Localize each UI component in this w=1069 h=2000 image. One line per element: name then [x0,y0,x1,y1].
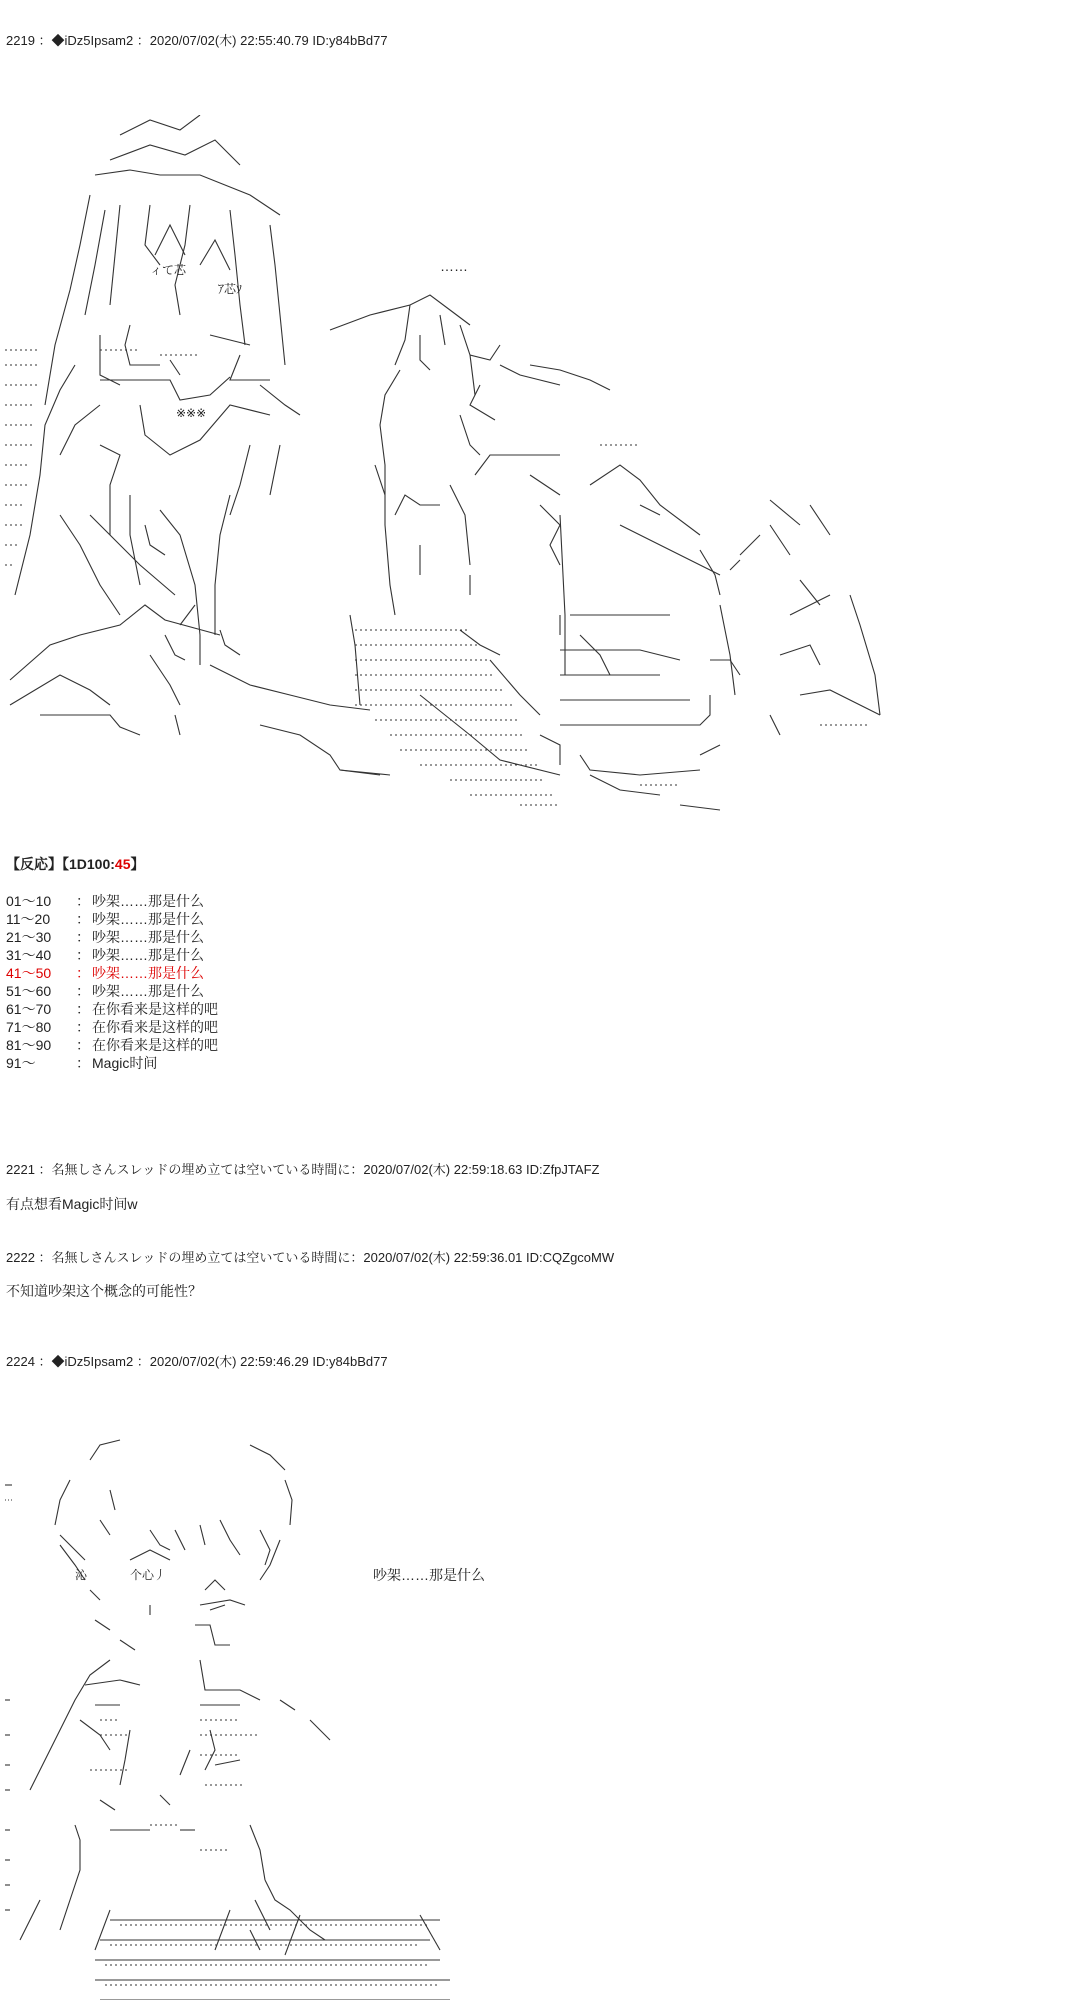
row-sep: ： [76,983,90,999]
roll-value: 45 [114,856,131,872]
row-range: 71～80 [6,1019,52,1035]
row-sep: ： [76,911,90,927]
row-text: 吵架……那是什么 [92,947,204,963]
reaction-title [6,854,145,874]
reaction-row [6,892,218,910]
row-sep: ： [76,1001,90,1017]
row-text: 吵架……那是什么 [92,911,204,927]
reaction-row [6,910,218,928]
reaction-row-selected [6,964,218,982]
row-sep: ： [76,893,90,909]
reaction-row [6,982,218,1000]
row-text: 在你看来是这样的吧 [92,1019,218,1035]
art2-kanji-left: 沁 [75,1568,88,1582]
ascii-art-characters-lying [0,115,900,825]
row-sep: ： [76,1037,90,1053]
post-header-2224: 2224 ：◆iDz5Ipsam2 ：2020/07/02(木) 22:59:46.29 ID:y84bBd77 [6,1354,388,1369]
row-range: 01～10 [6,893,52,909]
art-kanji-left: ィて芯 [150,263,187,277]
post-body-2221: 有点想看Magic时间w [6,1196,138,1212]
reaction-table [6,892,218,1072]
art2-kanji-mid: 个心丿 [130,1568,167,1582]
reaction-label: 【反応】 [6,856,62,872]
post-header-2222: 2222 ：名無しさんスレッドの埋め立ては空いている時間に：2020/07/02(木) 22:59:36.01 ID:CQZgcoMW [6,1250,615,1265]
reaction-row [6,1018,218,1036]
roll-close: 】 [130,856,145,872]
row-sep: ： [76,947,90,963]
ascii-art-character-sitting [0,1430,500,2000]
row-range: 31～40 [6,947,52,963]
reaction-row [6,1000,218,1018]
row-range: 21～30 [6,929,52,945]
row-range: 11～20 [6,911,51,927]
row-range: 61～70 [6,1001,52,1017]
ellipsis-text: …… [440,258,468,274]
row-text: 在你看来是这样的吧 [92,1037,218,1053]
roll-label: 【1D100: [62,856,115,872]
row-text: 吵架……那是什么 [92,965,204,981]
row-sep: ： [76,1055,90,1071]
reaction-row [6,946,218,964]
row-range: 41～50 [6,965,52,981]
post-header-2219: 2219 ：◆iDz5Ipsam2 ：2020/07/02(木) 22:55:40.79 ID:y84bBd77 [6,33,388,48]
row-text: 吵架……那是什么 [92,983,204,999]
row-text: 吵架……那是什么 [92,929,204,945]
row-range: 81～90 [6,1037,52,1053]
row-sep: ： [76,1019,90,1035]
art-chest-mark: ※※※ [176,406,207,420]
row-range: 51～60 [6,983,52,999]
reaction-row [6,1054,218,1072]
row-text: 在你看来是这样的吧 [92,1001,218,1017]
row-text: Magic时间 [92,1055,158,1071]
reaction-row [6,1036,218,1054]
row-sep: ： [76,965,90,981]
row-sep: ： [76,929,90,945]
post-header-2221: 2221 ：名無しさんスレッドの埋め立ては空いている時間に：2020/07/02(木) 22:59:18.63 ID:ZfpJTAFZ [6,1162,600,1177]
speech-text: 吵架……那是什么 [373,1567,485,1583]
row-text: 吵架……那是什么 [92,893,204,909]
row-range: 91～ [6,1055,36,1071]
reaction-row [6,928,218,946]
post-body-2222: 不知道吵架这个概念的可能性？ [6,1283,202,1299]
art-kanji-right: ｱ芯ｿ [218,282,243,296]
